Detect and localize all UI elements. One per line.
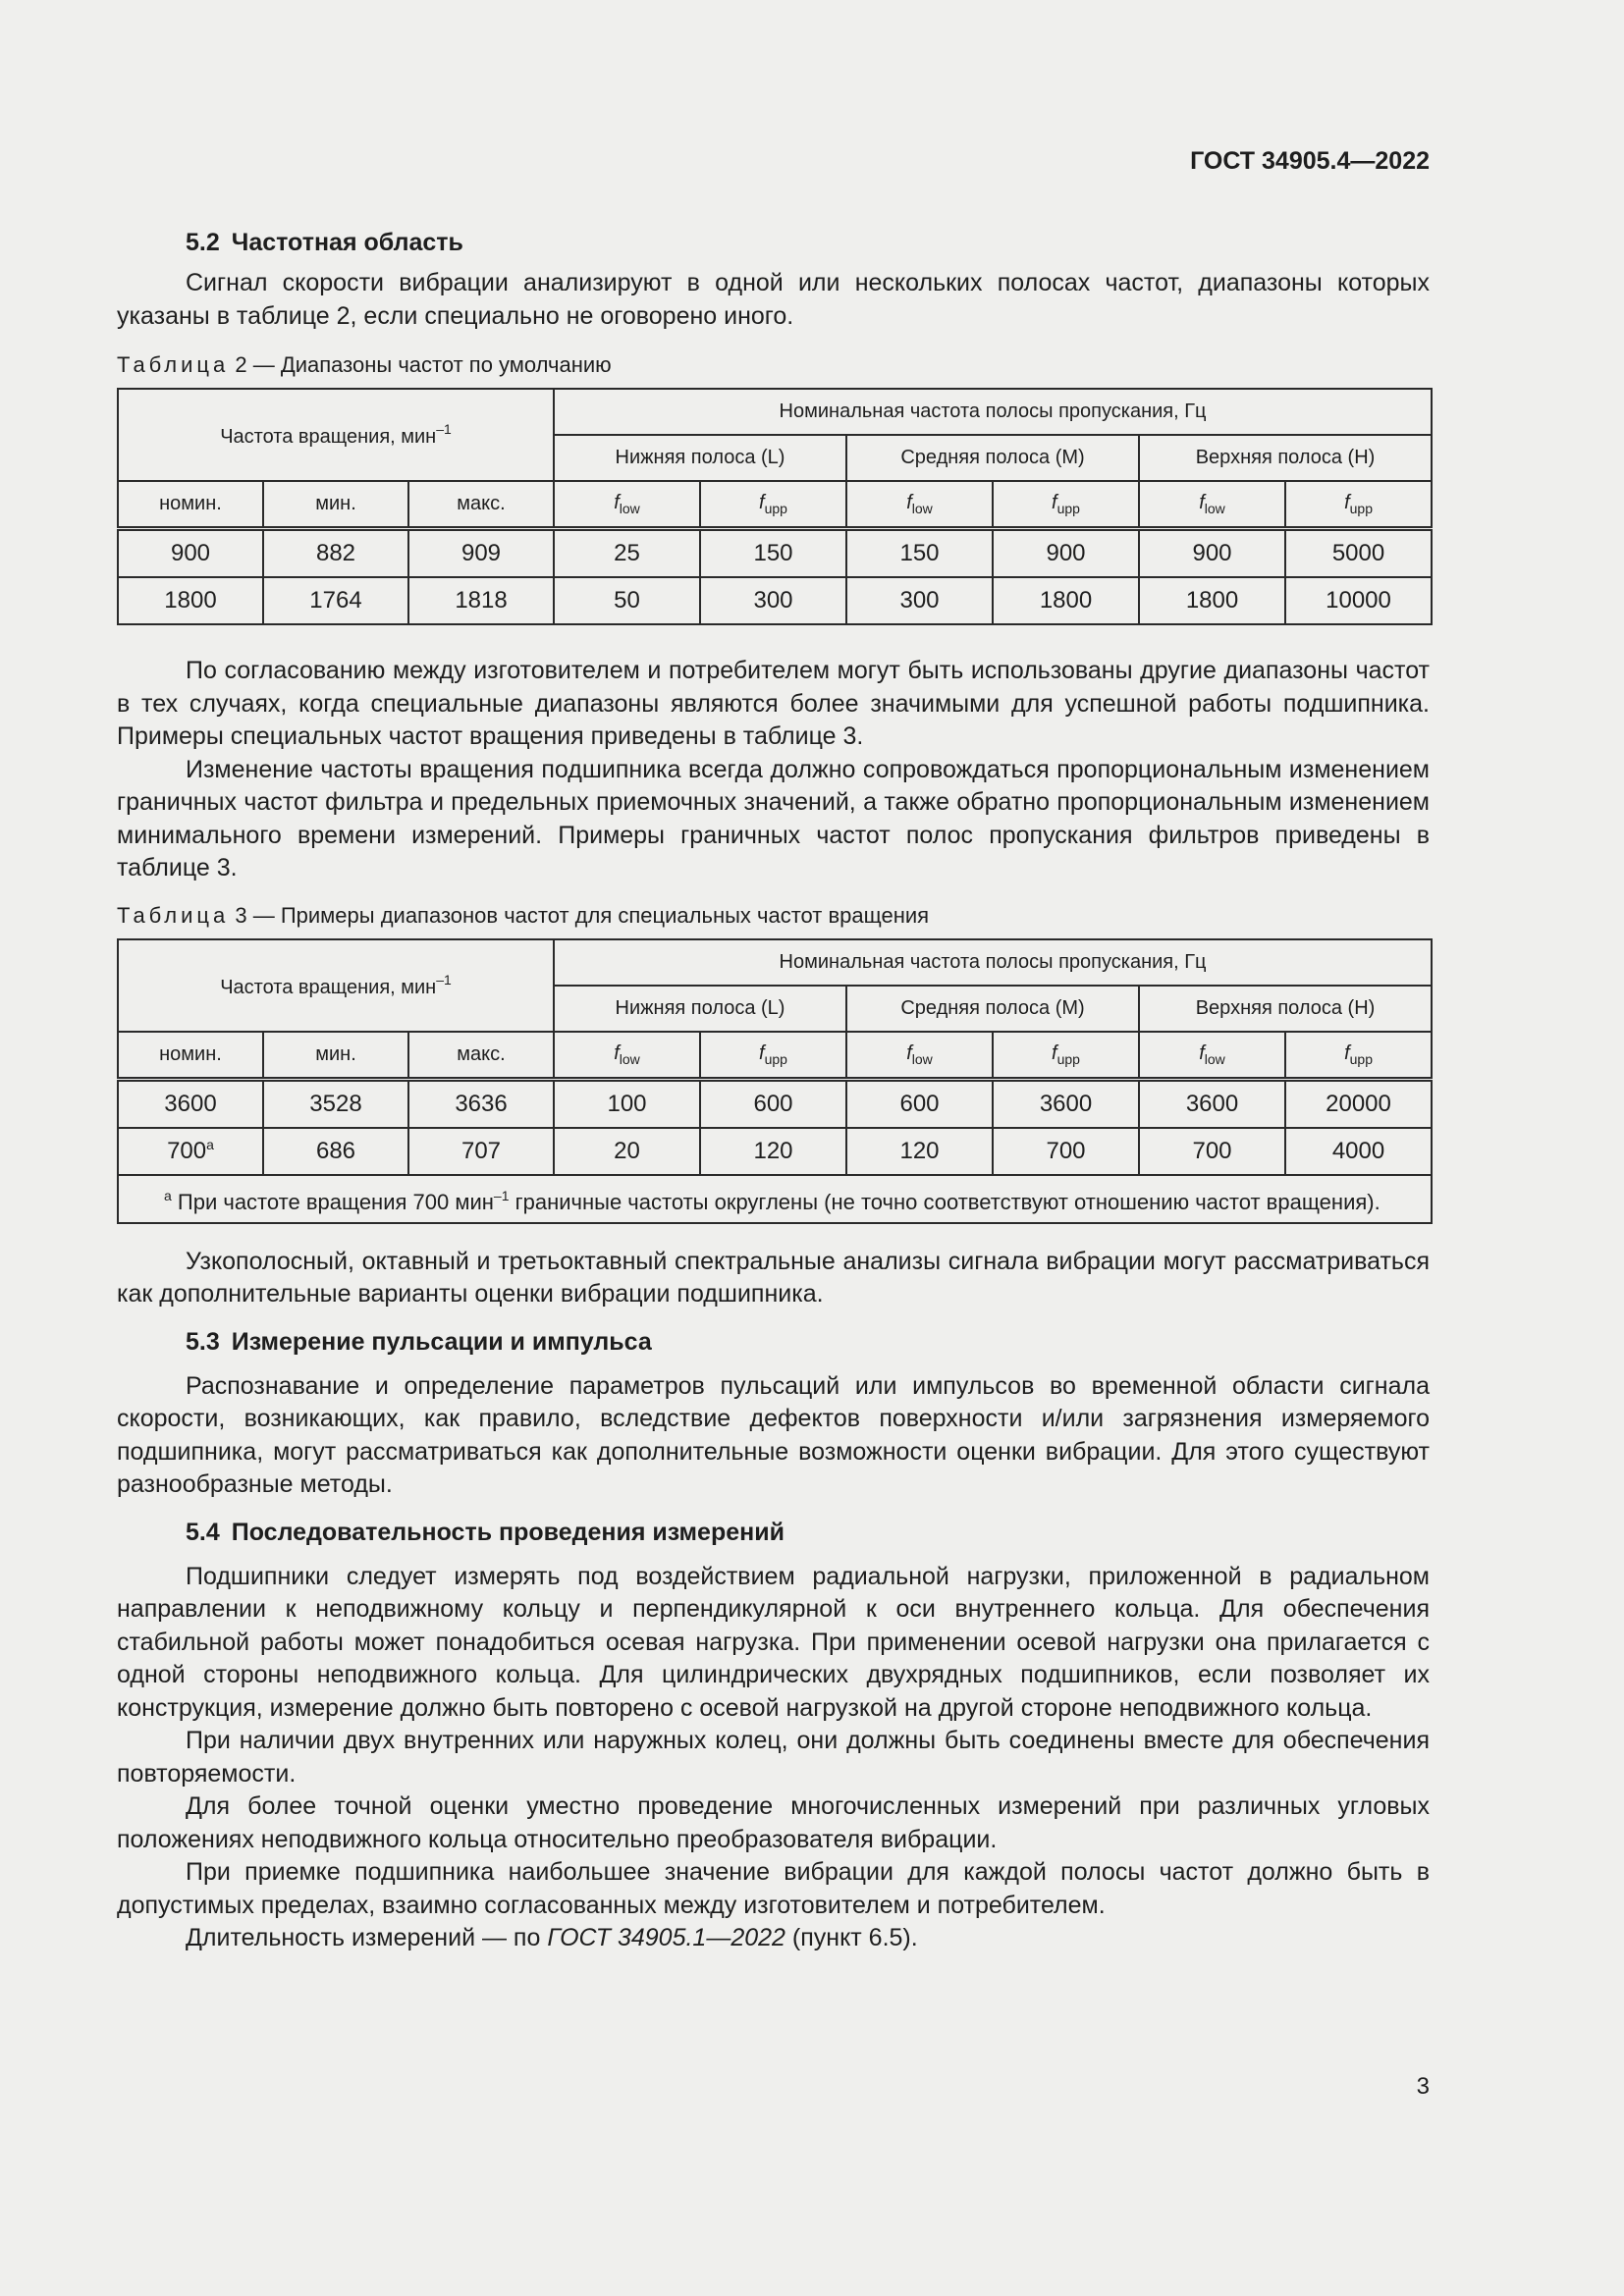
section-number: 5.2 (186, 229, 220, 256)
cell: 10000 (1285, 577, 1432, 624)
paragraph: По согласованию между изготовителем и потребителем могут быть использованы другие диапазоны частот в тех случаях, когда специальные диапазоны являются более значимыми для успешной работы подшипника. Примеры специальных частот вращения приведены в таблице 3. (117, 657, 1430, 750)
page-content (117, 224, 1430, 1955)
cell: 300 (846, 577, 993, 624)
cell: 600 (846, 1079, 993, 1128)
band-high-header: Верхняя полоса (H) (1139, 986, 1432, 1032)
cell: 20 (554, 1128, 700, 1175)
cell: 900 (1139, 529, 1285, 578)
col-f-upp: $f_{upp}$ (700, 1032, 846, 1080)
cell: 600 (700, 1079, 846, 1128)
cell: 3600 (993, 1079, 1139, 1128)
table-2-caption (117, 350, 1430, 380)
col-f-low: $f_{low}$ (554, 481, 700, 529)
section-heading-5-4 (117, 1514, 1430, 1551)
standard-reference: ГОСТ 34905.1—2022 (547, 1924, 785, 1951)
nominal-header: Номинальная частота полосы пропускания, Гц (554, 389, 1432, 435)
cell: 1800 (993, 577, 1139, 624)
table-3 (117, 938, 1433, 1224)
cell: 150 (846, 529, 993, 578)
table-row (118, 1079, 1432, 1128)
col-f-upp: $f_{upp}$ (993, 1032, 1139, 1080)
section-number: 5.4 (186, 1518, 220, 1546)
cell: 150 (700, 529, 846, 578)
cell: 3600 (1139, 1079, 1285, 1128)
band-mid-header: Средняя полоса (M) (846, 435, 1139, 481)
cell: 686 (263, 1128, 408, 1175)
paragraph: Изменение частоты вращения подшипника всегда должно сопровождаться пропорциональным изменением граничных частот фильтра и предельных приемочных значений, а также обратно пропорциональным изменением минимального времени измерений. Примеры граничных частот полос пропускания фильтров приведены в таблице 3. (117, 755, 1430, 881)
paragraph: Для более точной оценки уместно проведение многочисленных измерений при различных угловых положениях неподвижного кольца относительно преобразователя вибрации. (117, 1792, 1430, 1853)
table-2 (117, 388, 1433, 625)
nominal-header: Номинальная частота полосы пропускания, Гц (554, 939, 1432, 986)
cell: 700 (993, 1128, 1139, 1175)
document-id: ГОСТ 34905.4—2022 (1190, 147, 1430, 175)
col-f-upp: $f_{upp}$ (993, 481, 1139, 529)
cell: 4000 (1285, 1128, 1432, 1175)
cell: 1818 (408, 577, 554, 624)
col-min: мин. (263, 1032, 408, 1080)
cell: 700 (1139, 1128, 1285, 1175)
col-max: макс. (408, 481, 554, 529)
cell: 3528 (263, 1079, 408, 1128)
cell: 120 (846, 1128, 993, 1175)
section-number: 5.3 (186, 1327, 220, 1356)
col-f-low: $f_{low}$ (554, 1032, 700, 1080)
col-f-low: $f_{low}$ (846, 1032, 993, 1080)
section-title: Частотная область (231, 229, 463, 256)
cell: 300 (700, 577, 846, 624)
col-f-upp: $f_{upp}$ (1285, 481, 1432, 529)
table-3-caption (117, 901, 1430, 931)
cell: 120 (700, 1128, 846, 1175)
paragraph: Длительность измерений — по ГОСТ 34905.1—2022 (пункт 6.5). (186, 1924, 918, 1951)
cell: 1764 (263, 577, 408, 624)
cell: 909 (408, 529, 554, 578)
section-title: Последовательность проведения измерений (231, 1518, 785, 1546)
table-footnote: $^a$ При частоте вращения 700 мин$^{-1}$ граничные частоты округлены (не точно соответствуют отношению частот вращения). (118, 1175, 1432, 1223)
paragraph: Сигнал скорости вибрации анализируют в одной или нескольких полосах частот, диапазоны которых указаны в таблице 2, если специально не оговорено иного. (117, 269, 1430, 330)
rotation-header: Частота вращения, мин$^{-1}$ (118, 939, 554, 1032)
paragraph: При наличии двух внутренних или наружных колец, они должны быть соединены вместе для обеспечения повторяемости. (117, 1727, 1430, 1788)
col-f-low: $f_{low}$ (846, 481, 993, 529)
table-row (118, 529, 1432, 578)
band-low-header: Нижняя полоса (L) (554, 435, 846, 481)
paragraph: Узкополосный, октавный и третьоктавный спектральные анализы сигнала вибрации могут рассматриваться как дополнительные варианты оценки вибрации подшипника. (117, 1247, 1430, 1308)
cell: 1800 (1139, 577, 1285, 624)
paragraph: Подшипники следует измерять под воздействием радиальной нагрузки, приложенной в радиальном направлении к неподвижному кольцу и перпендикулярной к оси внутреннего кольца. Для обеспечения стабильной работы может понадобиться осевая нагрузка. При применении осевой нагрузки она прилагается с одной стороны неподвижного кольца. Для цилиндрических двухрядных подшипников, если позволяет их конструкция, измерение должно быть повторено с осевой нагрузкой на другой стороне неподвижного кольца. (117, 1562, 1430, 1722)
cell: 5000 (1285, 529, 1432, 578)
cell: 900 (118, 529, 263, 578)
cell: 20000 (1285, 1079, 1432, 1128)
cell: 707 (408, 1128, 554, 1175)
cell: 700$^a$ (118, 1128, 263, 1175)
band-low-header: Нижняя полоса (L) (554, 986, 846, 1032)
col-f-upp: $f_{upp}$ (700, 481, 846, 529)
col-max: макс. (408, 1032, 554, 1080)
caption-text: 2 — Диапазоны частот по умолчанию (229, 352, 612, 377)
cell: 3636 (408, 1079, 554, 1128)
band-high-header: Верхняя полоса (H) (1139, 435, 1432, 481)
col-nom: номин. (118, 481, 263, 529)
table-row (118, 1128, 1432, 1175)
section-heading-5-2 (117, 224, 1430, 261)
cell: 1800 (118, 577, 263, 624)
paragraph: При приемке подшипника наибольшее значение вибрации для каждой полосы частот должно быть в допустимых пределах, взаимно согласованных между изготовителем и потребителем. (117, 1858, 1430, 1919)
rotation-header: Частота вращения, мин$^{-1}$ (118, 389, 554, 481)
caption-label: Таблица (117, 352, 230, 377)
section-title: Измерение пульсации и импульса (231, 1327, 652, 1356)
table-row (118, 577, 1432, 624)
paragraph: Распознавание и определение параметров пульсаций или импульсов во временной области сигнала скорости, возникающих, как правило, вследствие дефектов поверхности и/или загрязнения измеряемого подшипника, могут рассматриваться как дополнительные возможности оценки вибрации. Для этого существуют разнообразные методы. (117, 1371, 1430, 1498)
cell: 882 (263, 529, 408, 578)
cell: 100 (554, 1079, 700, 1128)
caption-label: Таблица (117, 902, 230, 928)
cell: 900 (993, 529, 1139, 578)
cell: 25 (554, 529, 700, 578)
col-f-low: $f_{low}$ (1139, 481, 1285, 529)
cell: 50 (554, 577, 700, 624)
cell: 3600 (118, 1079, 263, 1128)
section-heading-5-3 (117, 1323, 1430, 1361)
col-nom: номин. (118, 1032, 263, 1080)
col-f-low: $f_{low}$ (1139, 1032, 1285, 1080)
col-min: мин. (263, 481, 408, 529)
page-number: 3 (1416, 2073, 1430, 2100)
caption-text: 3 — Примеры диапазонов частот для специальных частот вращения (229, 902, 930, 928)
col-f-upp: $f_{upp}$ (1285, 1032, 1432, 1080)
band-mid-header: Средняя полоса (M) (846, 986, 1139, 1032)
